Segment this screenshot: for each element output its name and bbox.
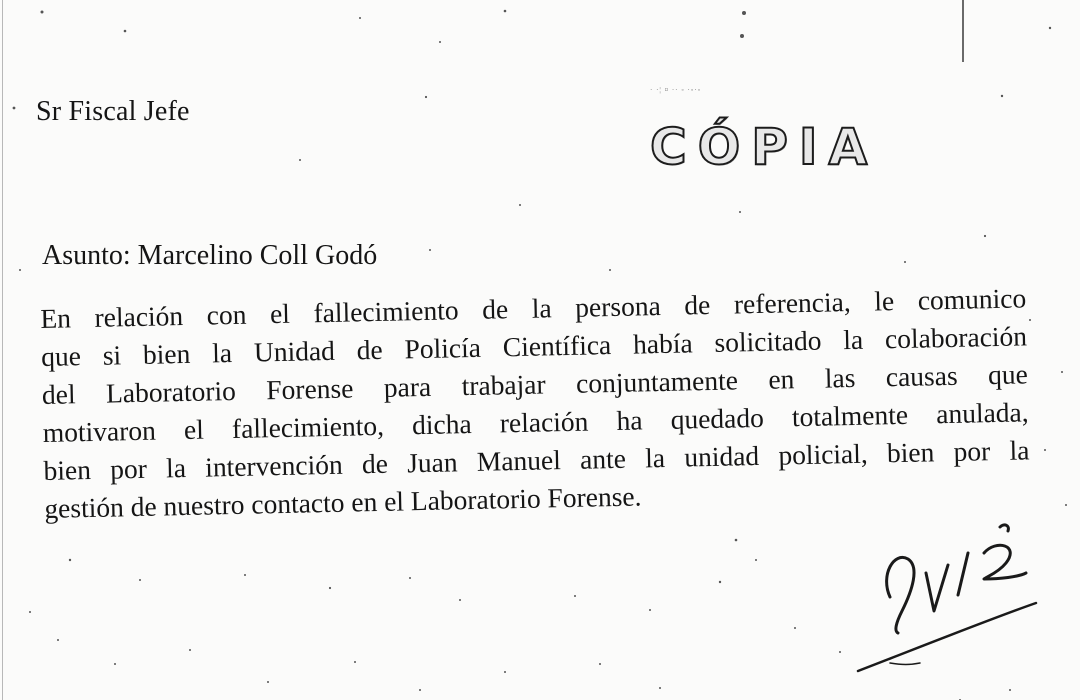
handwritten-signature	[850, 515, 1050, 685]
letter-body	[40, 279, 1035, 528]
body-line: bien por la intervención de Juan Manuel ante la unidad policial, bien por la	[43, 434, 1030, 486]
copia-stamp: CÓPIA	[650, 118, 879, 176]
body-line: gestión de nuestro contacto en el Laboratorio Forense.	[44, 480, 642, 524]
subject-line: Asunto: Marcelino Coll Godó	[42, 240, 378, 271]
addressee-line: Sr Fiscal Jefe	[36, 96, 190, 127]
stamp-dots: · ·¦ ¤ ·· ◦ ·◦·◦	[650, 86, 702, 94]
body-line: motivaron el fallecimiento, dicha relación ha quedado totalmente anulada,	[42, 396, 1029, 448]
body-line: En relación con el fallecimiento de la persona de referencia, le comunico	[40, 282, 1027, 334]
body-line: del Laboratorio Forense para trabajar conjuntamente en las causas que	[41, 358, 1029, 410]
body-line: que si bien la Unidad de Policía Científica había solicitado la colaboración	[40, 320, 1028, 372]
